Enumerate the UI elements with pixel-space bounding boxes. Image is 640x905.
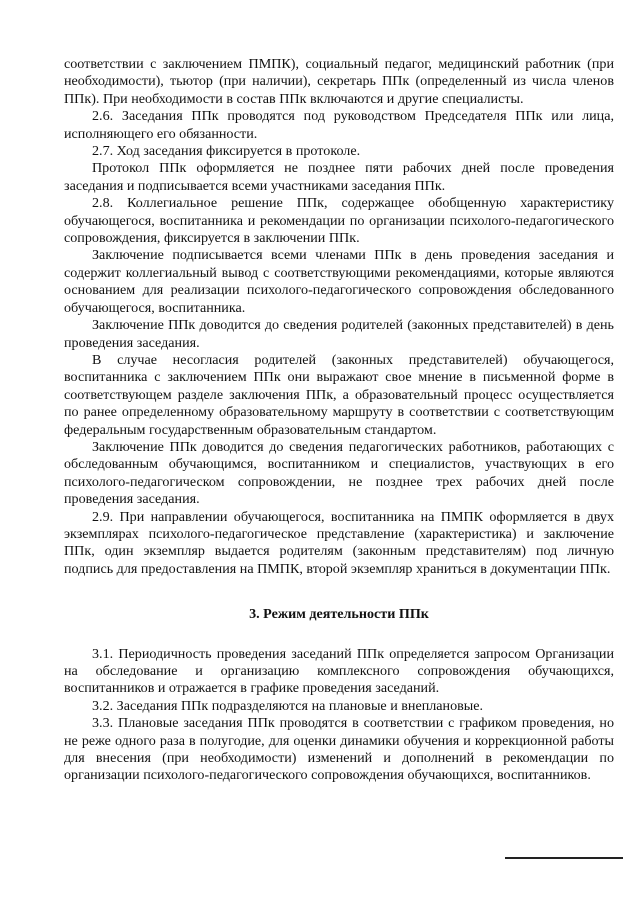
paragraph: соответствии с заключением ПМПК), социальный педагог, медицинский работник (при необходимости), тьютор (при наличии), секретарь ППк (определенный из числа членов ППк). При необходимости в состав ППк включаются и другие специалисты.: [64, 56, 614, 107]
paragraph: 2.8. Коллегиальное решение ППк, содержащее обобщенную характеристику обучающегося, воспитанника и рекомендации по организации психолого-педагогического сопровождения, фиксируется в заключении ППк.: [64, 195, 614, 247]
paragraph: 2.7. Ход заседания фиксируется в протоколе.: [92, 143, 361, 160]
paragraph: 3.1. Периодичность проведения заседаний ППк определяется запросом Организации на обследование и организацию комплексного сопровождения обучающихся, воспитанников и отражается в графике проведения заседаний.: [64, 645, 614, 697]
section-heading: 3. Режим деятельности ППк: [249, 606, 429, 623]
paragraph: Заключение подписывается всеми членами ППк в день проведения заседания и содержит коллегиальный вывод с соответствующими рекомендациями, которые являются основанием для реализации психолого-педагогического сопровождения обследованного обучающегося, воспитанника.: [64, 247, 614, 316]
paragraph: Заключение ППк доводится до сведения педагогических работников, работающих с обследованным обучающимся, воспитанником и специалистов, участвующих в его психолого-педагогическом сопровождении, не позднее трех рабочих дней после проведения заседания.: [64, 438, 614, 508]
bottom-rule: [505, 857, 623, 859]
paragraph: 2.9. При направлении обучающегося, воспитанника на ПМПК оформляется в двух экземплярах психолого-педагогическое представление (характеристика) и заключение ППк, один экземпляр выдается родителям (законным представителям) под личную подпись для предоставления на ПМПК, второй экземпляр храниться в документации ППк.: [64, 508, 614, 577]
paragraph: Заключение ППк доводится до сведения родителей (законных представителей) в день проведения заседания.: [64, 317, 614, 351]
section-2-continuation: [64, 56, 614, 578]
paragraph: 3.2. Заседания ППк подразделяются на плановые и внеплановые.: [92, 697, 484, 714]
paragraph: 3.3. Плановые заседания ППк проводятся в соответствии с графиком проведения, но не реже одного раза в полугодие, для оценки динамики обучения и коррекционной работы для внесения (при необходимости) изменений и дополнений в рекомендации по организации психолого-педагогического сопровождения обучающихся, воспитанников.: [64, 715, 614, 784]
paragraph: В случае несогласия родителей (законных представителей) обучающегося, воспитанника с заключением ППк они выражают свое мнение в письменной форме в соответствующем разделе заключения ППк, а образовательный процесс осуществляется по ранее определенному образовательному маршруту в соответствии с соответствующим федеральным государственным образовательным стандартом.: [64, 351, 614, 438]
paragraph: Протокол ППк оформляется не позднее пяти рабочих дней после проведения заседания и подписывается всеми участниками заседания ППк.: [64, 160, 614, 194]
section-3-body: [64, 646, 614, 785]
paragraph: 2.6. Заседания ППк проводятся под руководством Председателя ППк или лица, исполняющего его обязанности.: [64, 108, 614, 142]
